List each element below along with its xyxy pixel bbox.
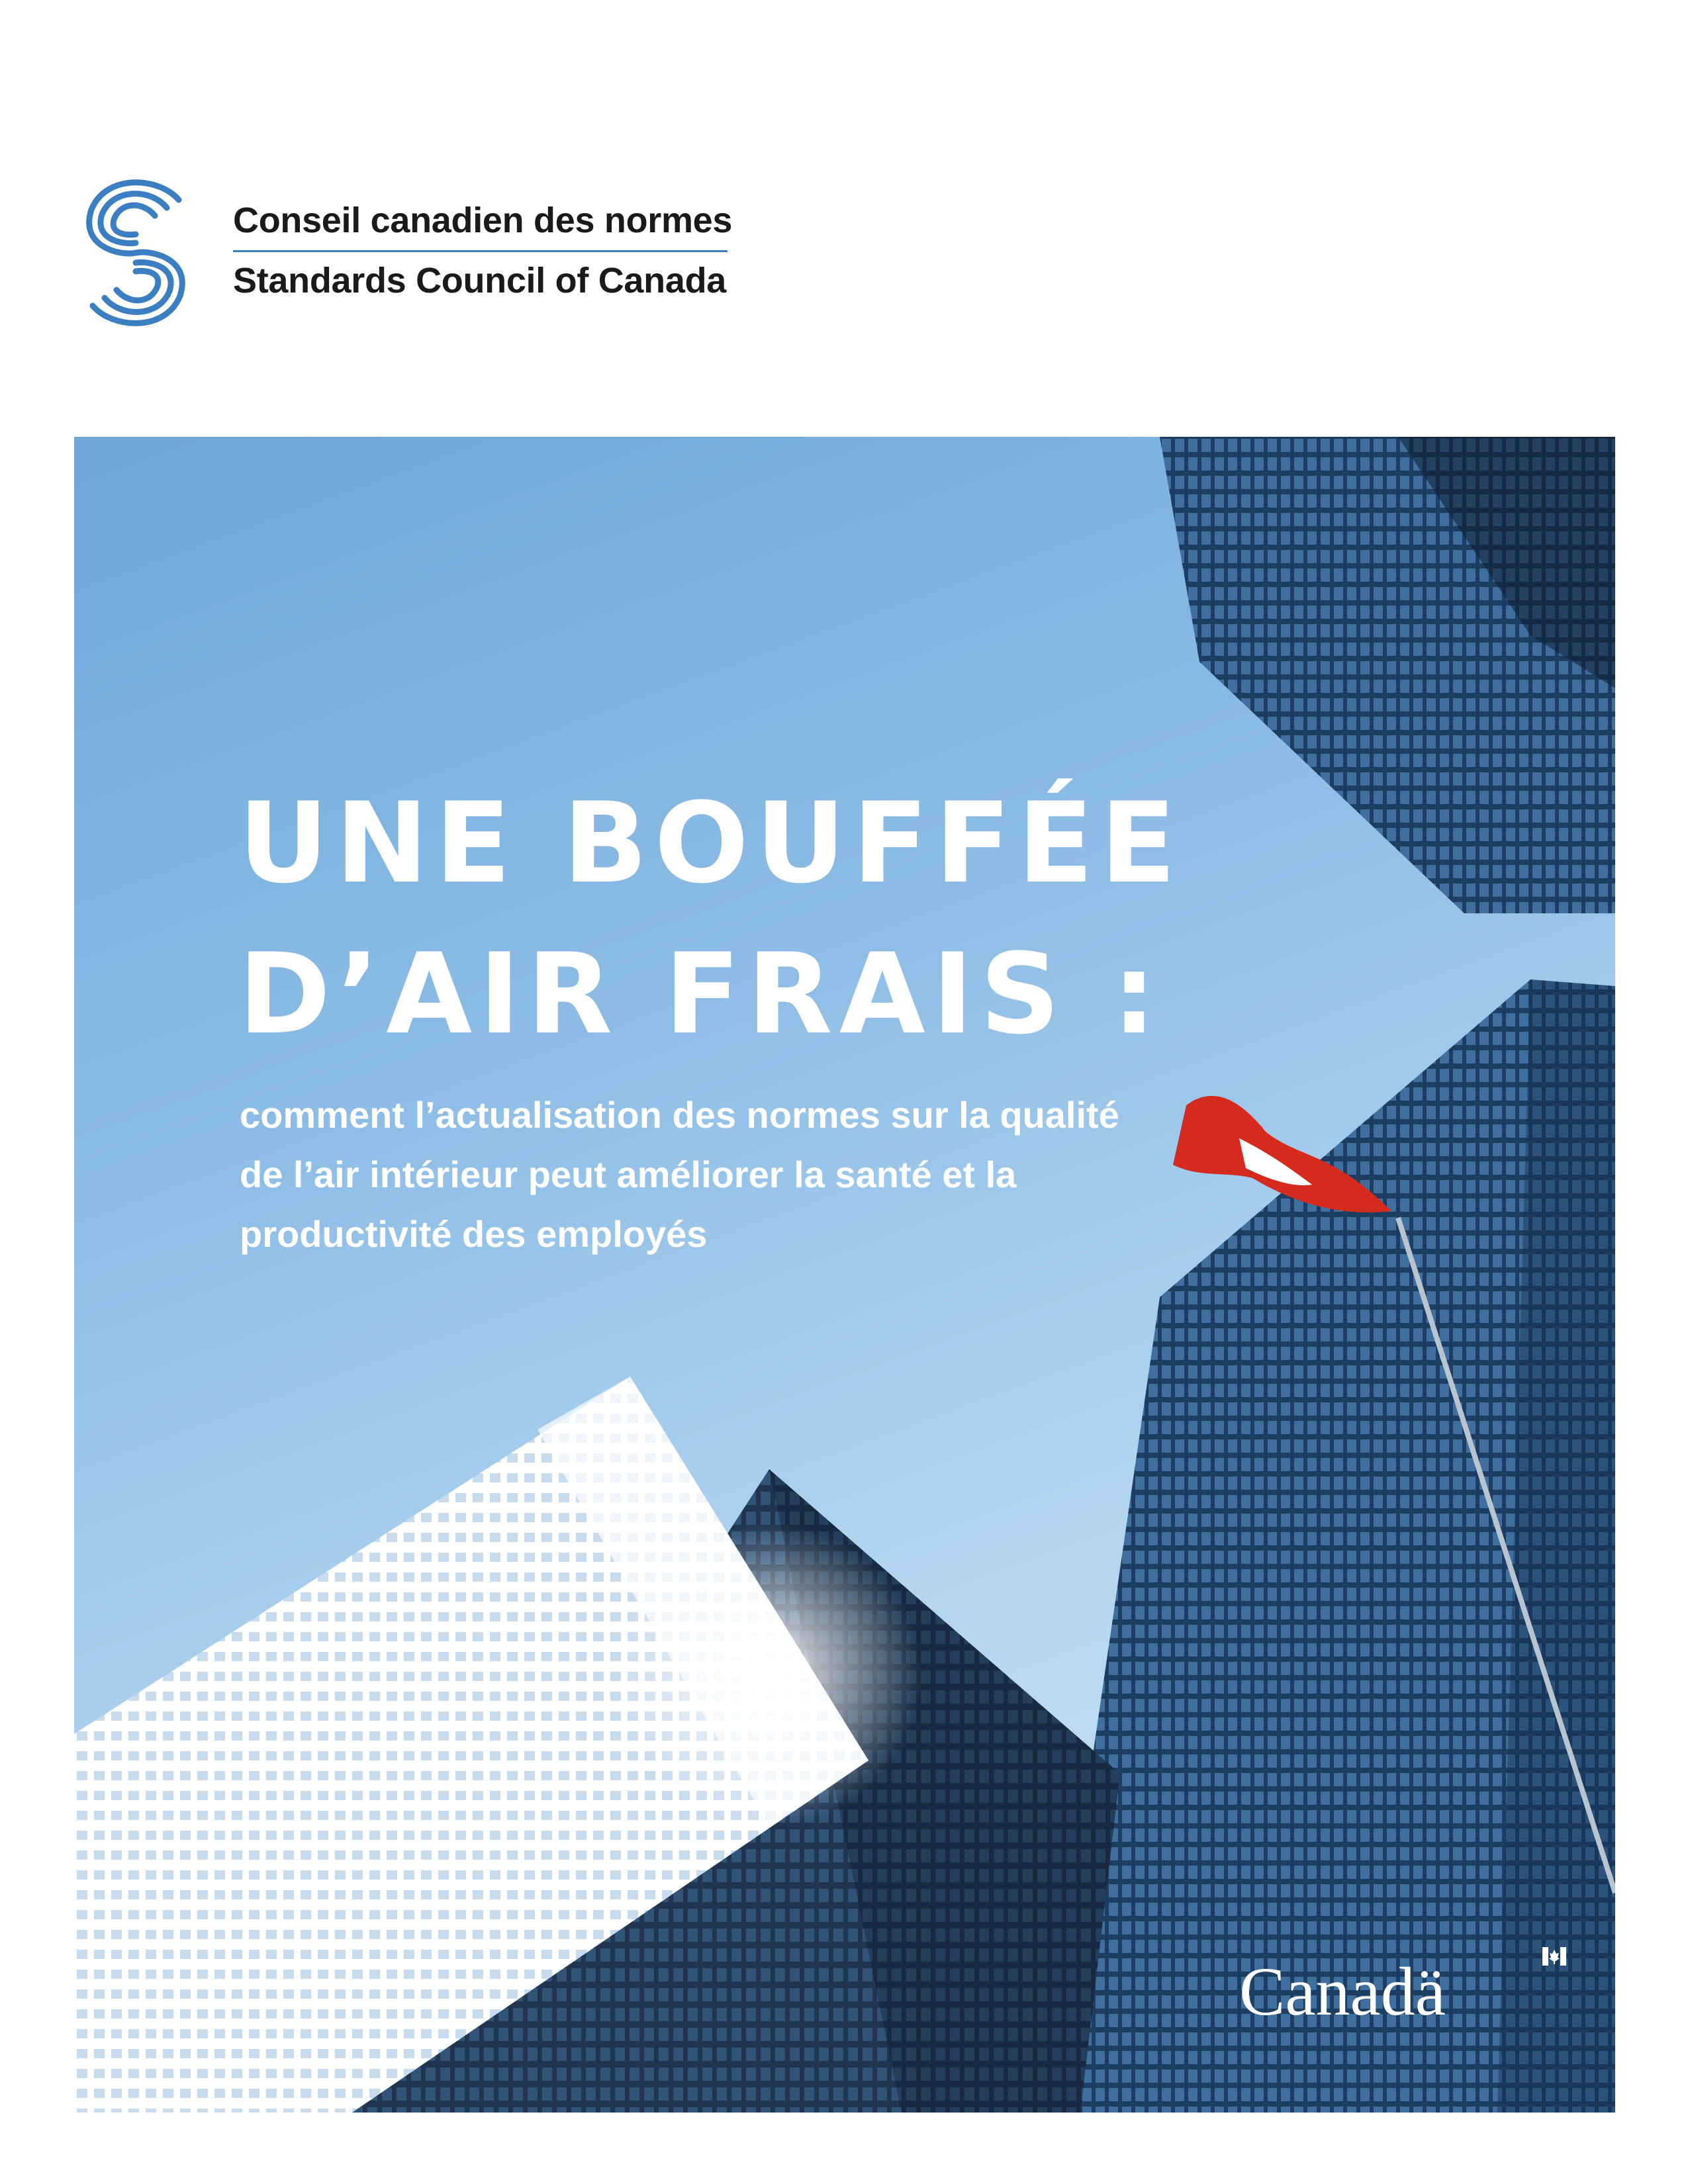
cover-subtitle-line1: comment l’actualisation des normes sur la qualité — [240, 1094, 1119, 1136]
cover-title-line1: UNE BOUFFÉE — [238, 778, 1183, 908]
logo-divider — [233, 250, 727, 252]
cover-subtitle-line3: productivité des employés — [240, 1213, 708, 1255]
cover-photo — [74, 437, 1615, 2113]
cover-subtitle-line2: de l’air intérieur peut améliorer la santé et la — [240, 1154, 1017, 1195]
canada-wordmark-flag-icon — [1542, 1947, 1566, 1966]
cover-title-line2: D’AIR FRAIS : — [238, 929, 1163, 1059]
organization-name-en: Standards Council of Canada — [233, 261, 726, 300]
canada-wordmark: Canadä — [1239, 1954, 1446, 2030]
organization-name-fr: Conseil canadien des normes — [233, 201, 733, 240]
cover-title — [238, 768, 1183, 1069]
organization-name — [233, 199, 733, 302]
cover-subtitle — [240, 1085, 1199, 1264]
scc-spiral-logo-icon — [79, 173, 192, 332]
skyscrapers-illustration — [74, 437, 1615, 2113]
